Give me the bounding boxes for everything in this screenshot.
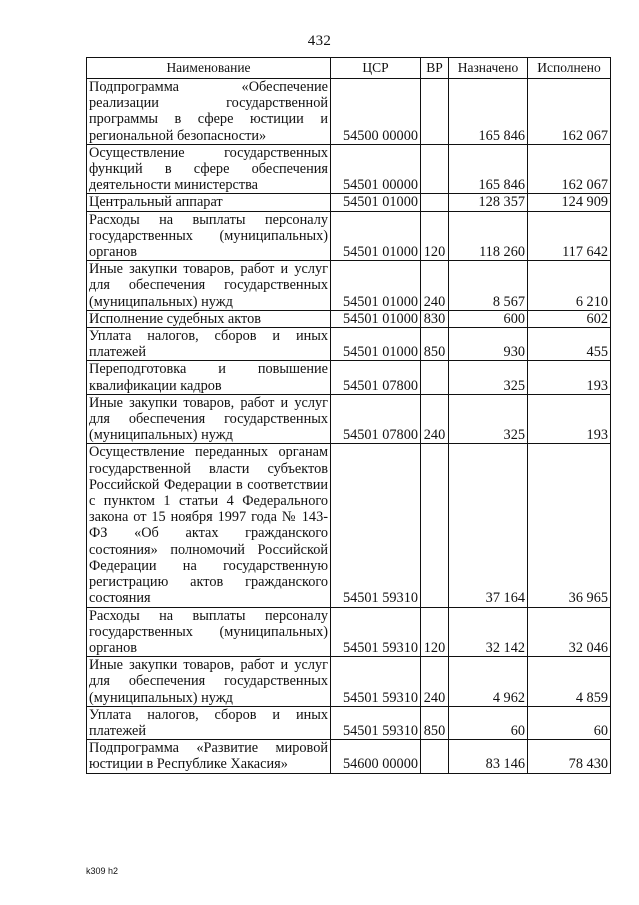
row-executed: 36 965 bbox=[528, 444, 611, 607]
footer-code: k309 h2 bbox=[86, 866, 119, 876]
row-assigned: 83 146 bbox=[449, 740, 528, 773]
table-body bbox=[87, 79, 611, 774]
row-csr: 54501 01000 bbox=[331, 261, 421, 311]
row-executed: 162 067 bbox=[528, 79, 611, 145]
row-name: Расходы на выплаты персоналу государственных (муниципальных) органов bbox=[87, 607, 331, 657]
header-vr: ВР bbox=[421, 58, 449, 79]
row-vr: 240 bbox=[421, 394, 449, 444]
table-row bbox=[87, 79, 611, 145]
row-csr: 54501 59310 bbox=[331, 657, 421, 707]
row-assigned: 37 164 bbox=[449, 444, 528, 607]
row-name: Иные закупки товаров, работ и услуг для обеспечения государственных (муниципальных) нужд bbox=[87, 394, 331, 444]
row-vr: 240 bbox=[421, 261, 449, 311]
page-number: 432 bbox=[307, 33, 332, 49]
row-csr: 54500 00000 bbox=[331, 79, 421, 145]
row-executed: 455 bbox=[528, 328, 611, 361]
row-assigned: 8 567 bbox=[449, 261, 528, 311]
table-row bbox=[87, 444, 611, 607]
row-vr bbox=[421, 79, 449, 145]
row-name: Подпрограмма «Обеспечение реализации государственной программы в сфере юстиции и региональной безопасности» bbox=[87, 79, 331, 145]
row-executed: 32 046 bbox=[528, 607, 611, 657]
row-assigned: 165 846 bbox=[449, 79, 528, 145]
row-vr bbox=[421, 144, 449, 194]
table-row bbox=[87, 394, 611, 444]
header-csr: ЦСР bbox=[331, 58, 421, 79]
row-vr: 120 bbox=[421, 211, 449, 261]
row-executed: 193 bbox=[528, 394, 611, 444]
table-row bbox=[87, 706, 611, 739]
row-executed: 4 859 bbox=[528, 657, 611, 707]
header-executed: Исполнено bbox=[528, 58, 611, 79]
table-header-row bbox=[87, 58, 611, 79]
row-executed: 602 bbox=[528, 310, 611, 327]
table-row bbox=[87, 211, 611, 261]
table-row bbox=[87, 144, 611, 194]
row-assigned: 930 bbox=[449, 328, 528, 361]
row-assigned: 60 bbox=[449, 706, 528, 739]
table-row bbox=[87, 328, 611, 361]
row-assigned: 4 962 bbox=[449, 657, 528, 707]
row-vr bbox=[421, 194, 449, 211]
row-assigned: 118 260 bbox=[449, 211, 528, 261]
row-vr: 850 bbox=[421, 706, 449, 739]
header-assigned: Назначено bbox=[449, 58, 528, 79]
row-executed: 60 bbox=[528, 706, 611, 739]
row-vr: 830 bbox=[421, 310, 449, 327]
row-csr: 54501 01000 bbox=[331, 211, 421, 261]
row-executed: 193 bbox=[528, 361, 611, 394]
row-csr: 54501 59310 bbox=[331, 607, 421, 657]
row-csr: 54501 00000 bbox=[331, 144, 421, 194]
row-name: Подпрограмма «Развитие мировой юстиции в Республике Хакасия» bbox=[87, 740, 331, 773]
row-executed: 162 067 bbox=[528, 144, 611, 194]
row-name: Иные закупки товаров, работ и услуг для обеспечения государственных (муниципальных) нужд bbox=[87, 657, 331, 707]
row-csr: 54501 07800 bbox=[331, 361, 421, 394]
row-csr: 54501 01000 bbox=[331, 310, 421, 327]
row-csr: 54501 01000 bbox=[331, 328, 421, 361]
table-row bbox=[87, 361, 611, 394]
row-name: Осуществление государственных функций в сфере обеспечения деятельности министерства bbox=[87, 144, 331, 194]
row-assigned: 128 357 bbox=[449, 194, 528, 211]
row-assigned: 165 846 bbox=[449, 144, 528, 194]
table-row bbox=[87, 740, 611, 773]
row-name: Осуществление переданных органам государственной власти субъектов Российской Федерации в соответствии с пунктом 1 статьи 4 Федерального закона от 15 ноября 1997 года № 143-ФЗ «Об актах гражданского состояния» полномочий Российской Федерации на государственную регистрацию актов гражданского состояния bbox=[87, 444, 331, 607]
row-csr: 54501 01000 bbox=[331, 194, 421, 211]
row-csr: 54501 59310 bbox=[331, 706, 421, 739]
row-name: Исполнение судебных актов bbox=[87, 310, 331, 327]
row-vr bbox=[421, 740, 449, 773]
row-name: Иные закупки товаров, работ и услуг для обеспечения государственных (муниципальных) нужд bbox=[87, 261, 331, 311]
table-row bbox=[87, 261, 611, 311]
row-executed: 78 430 bbox=[528, 740, 611, 773]
table-row bbox=[87, 194, 611, 211]
row-assigned: 325 bbox=[449, 394, 528, 444]
row-name: Переподготовка и повышение квалификации кадров bbox=[87, 361, 331, 394]
table-row bbox=[87, 310, 611, 327]
header-name: Наименование bbox=[87, 58, 331, 79]
row-vr: 850 bbox=[421, 328, 449, 361]
row-name: Уплата налогов, сборов и иных платежей bbox=[87, 328, 331, 361]
row-name: Расходы на выплаты персоналу государственных (муниципальных) органов bbox=[87, 211, 331, 261]
row-assigned: 600 bbox=[449, 310, 528, 327]
row-vr: 240 bbox=[421, 657, 449, 707]
row-csr: 54501 07800 bbox=[331, 394, 421, 444]
row-csr: 54501 59310 bbox=[331, 444, 421, 607]
row-vr: 120 bbox=[421, 607, 449, 657]
row-vr bbox=[421, 444, 449, 607]
row-assigned: 32 142 bbox=[449, 607, 528, 657]
budget-table bbox=[86, 57, 611, 774]
row-executed: 6 210 bbox=[528, 261, 611, 311]
row-vr bbox=[421, 361, 449, 394]
row-assigned: 325 bbox=[449, 361, 528, 394]
table-row bbox=[87, 607, 611, 657]
table-row bbox=[87, 657, 611, 707]
row-executed: 117 642 bbox=[528, 211, 611, 261]
row-name: Центральный аппарат bbox=[87, 194, 331, 211]
row-name: Уплата налогов, сборов и иных платежей bbox=[87, 706, 331, 739]
row-csr: 54600 00000 bbox=[331, 740, 421, 773]
row-executed: 124 909 bbox=[528, 194, 611, 211]
